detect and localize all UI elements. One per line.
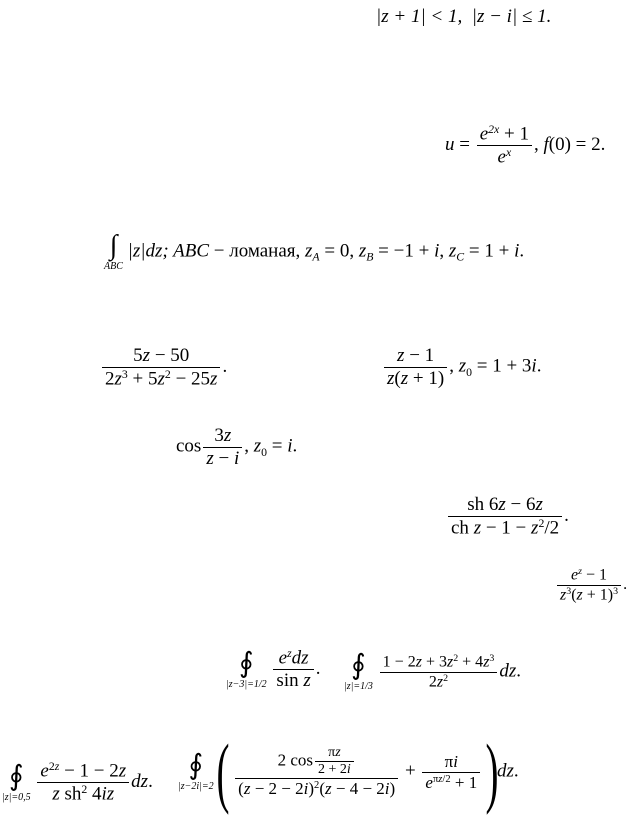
formula-line-integral: ∫ ABC |z|dz; ABC − ломаная, $z_A = 0$, $z_B = -1 + i$, $z_C = 1 + i$. [104, 230, 525, 272]
formula-u-function: u = $\frac{e^{2x} + 1}{e^x}$ , f(0) = 2. [445, 123, 606, 168]
formula-cos: cos $\frac{3z}{z - i}$ , $z_0 = i$. [176, 425, 298, 469]
formula-contour-4: ∮ |z−2i|=2 ( 2 cos $\frac{\pi z}{2 + 2i}$ $(z - 2 - 2i)^2(z - 4 - 2i)$ + $\frac{\pi i}{e^{\pi z/2} + 1}$ )dz. [178, 728, 519, 815]
integral-sign: ∫ ABC [104, 230, 123, 272]
contour-integral-sign: ∮ |z|=0,5 [2, 760, 31, 803]
formula-region-condition: |z + 1| < 1, |z − i| ≤ 1. [376, 6, 552, 27]
contour-integral-sign: ∮ |z−2i|=2 [178, 750, 214, 792]
formula-rational-2: $\frac{z - 1}{z(z + 1)}$ , $z_0 = 1 + 3i$. [382, 345, 541, 390]
fraction: $\frac{e^{2x} + 1}{e^x}$ [477, 123, 532, 169]
formula-contour-3: ∮ |z|=0,5 $\frac{e^{2z} - 1 - 2z}{z sh^2 4iz}$ dz. [2, 760, 153, 805]
formula-sh-ch: $\frac{sh 6z - 6z}{ch z - 1 - z^2/2}$ . [446, 494, 569, 539]
formula-exp-rational: $\frac{e^z - 1}{z^3(z + 1)^3}$ . [555, 566, 627, 605]
formula-contour-2: ∮ |z|=1/3 $\frac{1 - 2z + 3z^2 + 4z^3}{2z^2}$ dz. [344, 650, 522, 692]
contour-integral-sign: ∮ |z|=1/3 [344, 650, 373, 692]
contour-integral-sign: ∮ |z−3|=1/2 [226, 647, 267, 690]
formula-rational-1: $\frac{5z - 50}{2z^3 + 5z^2 - 25z}$ . [100, 345, 227, 390]
formula-contour-1: ∮ |z−3|=1/2 $\frac{e^zdz}{\text{sin z}}$ . [226, 647, 321, 692]
